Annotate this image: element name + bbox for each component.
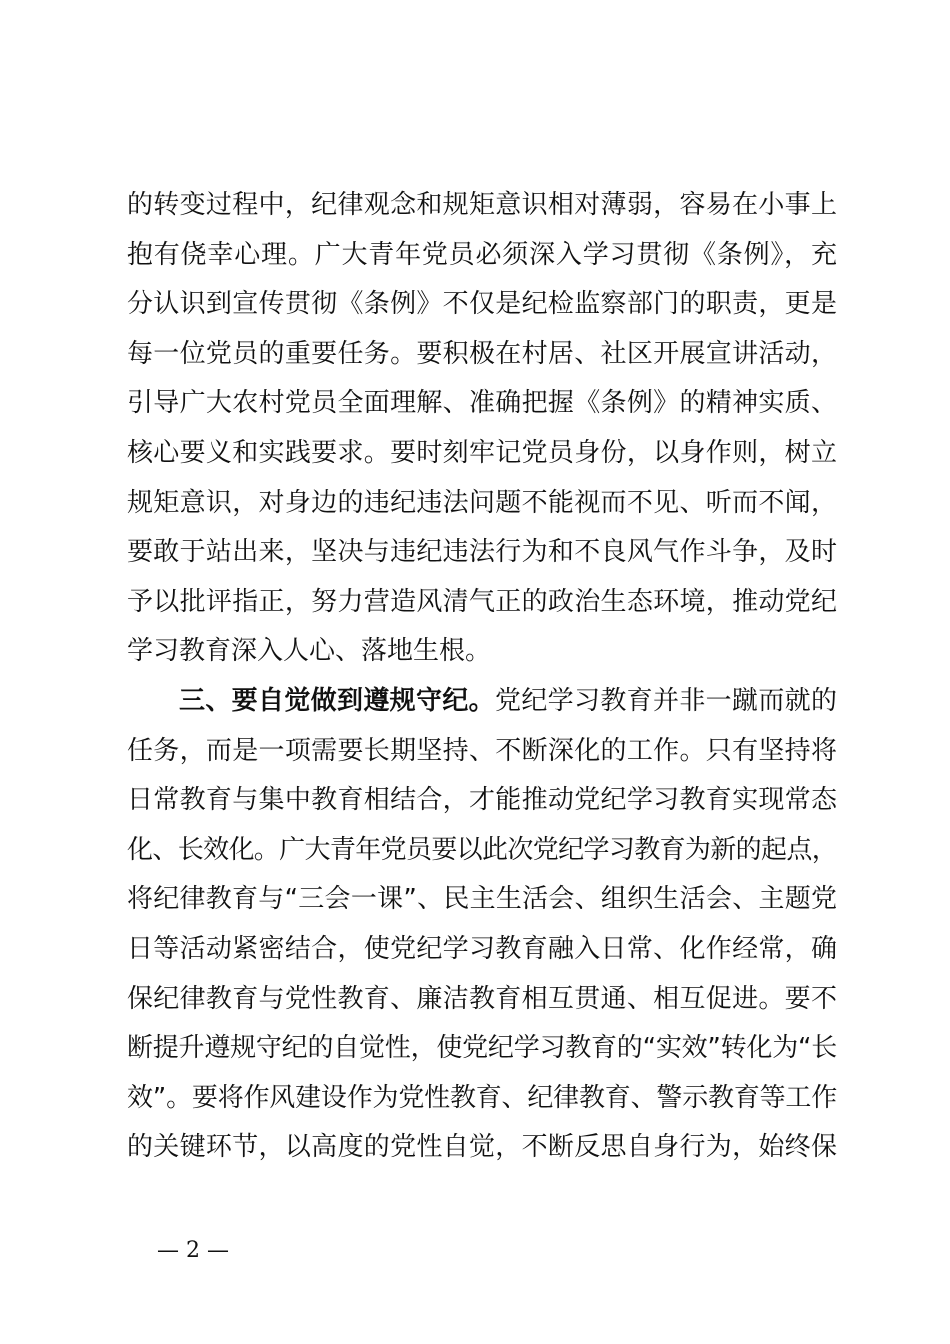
- line-text: 要敢于站出来，坚决与违纪违法行为和不良风气作斗争，及时: [127, 537, 837, 568]
- heading-line-text: [127, 677, 837, 727]
- line-text: 将纪律教育与“三会一课”、民主生活会、组织生活会、主题党: [127, 884, 837, 915]
- text-line: [127, 1074, 837, 1124]
- line-text: 效”。要将作风建设作为党性教育、纪律教育、警示教育等工作: [127, 1082, 837, 1113]
- line-text: 断提升遵规守纪的自觉性，使党纪学习教育的“实效”转化为“长: [127, 1033, 837, 1064]
- line-text: 保纪律教育与党性教育、廉洁教育相互贯通、相互促进。要不: [127, 983, 837, 1014]
- text-line: [127, 330, 837, 380]
- document-body: [127, 181, 837, 1173]
- line-text: 分认识到宣传贯彻《条例》不仅是纪检监察部门的职责，更是: [127, 289, 837, 320]
- heading-line-rest: 党纪学习教育并非一蹴而就的: [495, 685, 837, 716]
- text-line: [127, 975, 837, 1025]
- text-line: [127, 1123, 837, 1173]
- text-line: [127, 280, 837, 330]
- line-text: 日等活动紧密结合，使党纪学习教育融入日常、化作经常，确: [127, 933, 837, 964]
- text-line: [127, 429, 837, 479]
- line-text: 予以批评指正，努力营造风清气正的政治生态环境，推动党纪: [127, 586, 837, 617]
- text-line: [127, 925, 837, 975]
- line-text: 学习教育深入人心、落地生根。: [127, 636, 492, 667]
- text-line: [127, 826, 837, 876]
- text-line: [127, 479, 837, 529]
- text-line: [127, 528, 837, 578]
- line-text: 每一位党员的重要任务。要积极在村居、社区开展宣讲活动，: [127, 338, 837, 369]
- text-line: [127, 727, 837, 777]
- line-text: 抱有侥幸心理。广大青年党员必须深入学习贯彻《条例》，充: [127, 239, 837, 270]
- text-line: [127, 379, 837, 429]
- line-text: 的转变过程中，纪律观念和规矩意识相对薄弱，容易在小事上: [127, 190, 837, 220]
- page-number: — 2 —: [157, 1238, 229, 1263]
- text-line: [127, 231, 837, 281]
- text-line: [127, 875, 837, 925]
- line-text: 引导广大农村党员全面理解、准确把握《条例》的精神实质、: [127, 388, 837, 419]
- section-heading-line: [127, 677, 837, 727]
- text-line: [127, 1024, 837, 1074]
- line-text: 化、长效化。广大青年党员要以此次党纪学习教育为新的起点，: [127, 834, 837, 865]
- line-text: 规矩意识，对身边的违纪违法问题不能视而不见、听而不闻，: [127, 487, 837, 518]
- text-line: [127, 627, 837, 677]
- text-line: [127, 578, 837, 628]
- line-text: 核心要义和实践要求。要时刻牢记党员身份，以身作则，树立: [127, 437, 837, 468]
- line-text: 任务，而是一项需要长期坚持、不断深化的工作。只有坚持将: [127, 735, 837, 766]
- line-text: 的关键环节，以高度的党性自觉，不断反思自身行为，始终保: [127, 1132, 837, 1163]
- text-line: [127, 181, 837, 231]
- text-line: [127, 776, 837, 826]
- line-text: 日常教育与集中教育相结合，才能推动党纪学习教育实现常态: [127, 785, 837, 816]
- section-heading: 三、要自觉做到遵规守纪。: [179, 685, 495, 716]
